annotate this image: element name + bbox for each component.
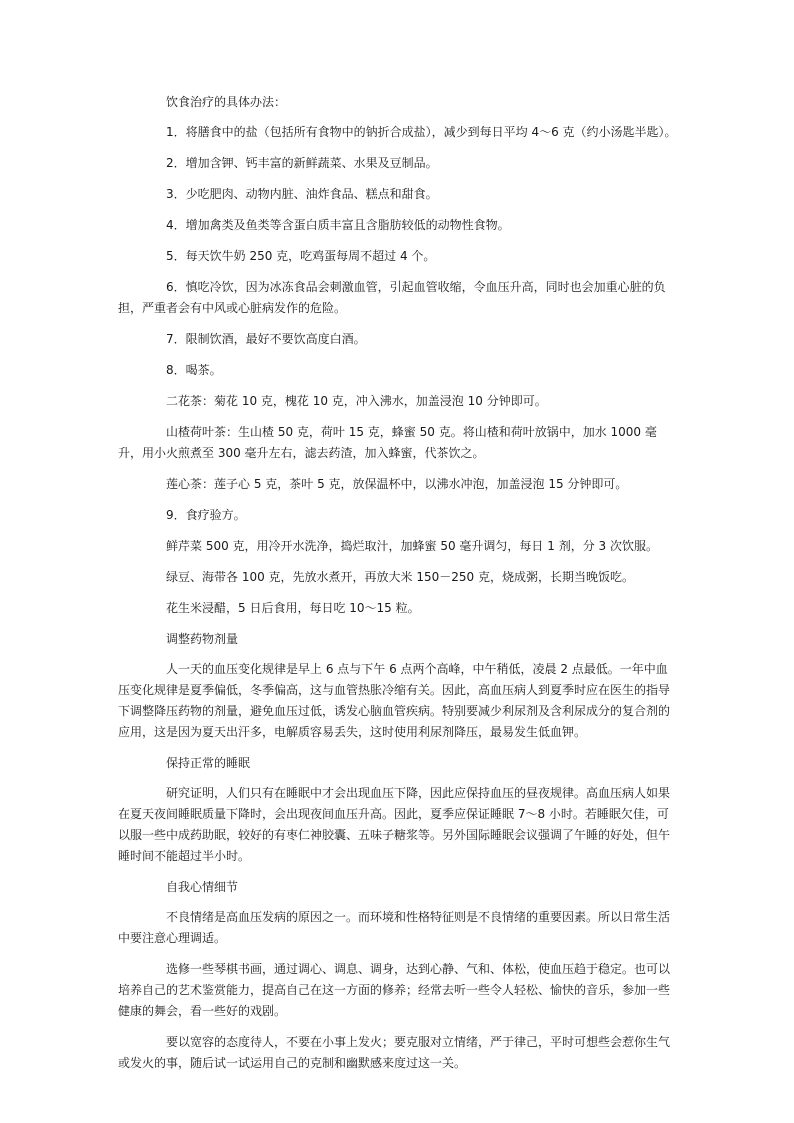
tea-recipe-lotus-heart: 莲心茶：莲子心 5 克，茶叶 5 克，放保温杯中，以沸水冲泡，加盖浸泡 15 分钟即可。: [166, 477, 628, 491]
tea-recipe-erhua: 二花茶：菊花 10 克，槐花 10 克，冲入沸水，加盖浸泡 10 分钟即可。: [166, 394, 547, 408]
remedy-peanut-vinegar: 花生米浸醋，5 日后食用，每日吃 10～15 粒。: [166, 601, 420, 615]
section-heading-mood: 自我心情细节: [166, 880, 239, 894]
diet-item-3: 3．少吃肥肉、动物内脏、油炸食品、糕点和甜食。: [166, 187, 438, 201]
document-body: [118, 92, 678, 1084]
section-heading-sleep: 保持正常的睡眠: [166, 756, 251, 770]
diet-item-2: 2．增加含钾、钙丰富的新鲜蔬菜、水果及豆制品。: [166, 156, 438, 170]
remedy-mung-bean-kelp: 绿豆、海带各 100 克，先放水煮开，再放大米 150－250 克，烧成粥，长期当晚饭吃。: [166, 570, 634, 584]
medication-paragraph: 人一天的血压变化规律是早上 6 点与下午 6 点两个高峰，中午稍低，凌晨 2 点最低。一年中血压变化规律是夏季偏低，冬季偏高，这与血管热胀冷缩有关。因此，高血压病人到夏季时应在医生的指导下调整降压药物的剂量，避免血压过低，诱发心脑血管疾病。特别要减少利尿剂及含利尿成分的复合剂的应用，这是因为夏天出汗多，电解质容易丢失，这时使用利尿剂降压，最易发生低血钾。: [118, 662, 671, 739]
diet-therapy-heading: 饮食治疗的具体办法：: [166, 95, 287, 109]
remedy-celery: 鲜芹菜 500 克，用冷开水洗净，捣烂取汁，加蜂蜜 50 毫升调匀，每日 1 剂，分 3 次饮服。: [166, 539, 658, 553]
diet-item-8: 8．喝茶。: [166, 363, 222, 377]
diet-item-7: 7．限制饮酒，最好不要饮高度白酒。: [166, 332, 366, 346]
diet-item-6: 6．慎吃冷饮，因为冰冻食品会刺激血管，引起血管收缩，令血压升高，同时也会加重心脏的负担，严重者会有中风或心脏病发作的危险。: [118, 280, 666, 315]
mood-paragraph-3: 要以宽容的态度待人，不要在小事上发火；要克服对立情绪，严于律己，平时可想些会惹你生气或发火的事，随后试一试运用自己的克制和幽默感来度过这一关。: [118, 1035, 671, 1070]
sleep-paragraph: 研究证明，人们只有在睡眠中才会出现血压下降，因此应保持血压的昼夜规律。高血压病人如果在夏天夜间睡眠质量下降时，会出现夜间血压升高。因此，夏季应保证睡眠 7～8 小时。若睡眠欠佳，可以服一些中成药助眠，较好的有枣仁神胶囊、五味子糖浆等。另外国际睡眠会议强调了午睡的好处，但午睡时间不能超过半小时。: [118, 786, 671, 863]
tea-recipe-hawthorn-lotus-leaf: 山楂荷叶茶：生山楂 50 克，荷叶 15 克，蜂蜜 50 克。将山楂和荷叶放锅中，加水 1000 毫升，用小火煎煮至 300 毫升左右，滤去药渣，加入蜂蜜，代茶饮之。: [118, 425, 657, 460]
mood-paragraph-2: 选修一些琴棋书画，通过调心、调息、调身，达到心静、气和、体松，使血压趋于稳定。也可以培养自己的艺术鉴赏能力，提高自己在这一方面的修养；经常去听一些令人轻松、愉快的音乐，参加一些健康的舞会，看一些好的戏剧。: [118, 962, 671, 1018]
diet-item-4: 4．增加禽类及鱼类等含蛋白质丰富且含脂肪较低的动物性食物。: [166, 218, 510, 232]
diet-item-9: 9．食疗验方。: [166, 508, 246, 522]
diet-item-5: 5．每天饮牛奶 250 克，吃鸡蛋每周不超过 4 个。: [166, 249, 436, 263]
diet-item-1: 1．将膳食中的盐（包括所有食物中的钠折合成盐），减少到每日平均 4～6 克（约小汤匙半匙）。: [166, 125, 677, 139]
mood-paragraph-1: 不良情绪是高血压发病的原因之一。而环境和性格特征则是不良情绪的重要因素。所以日常生活中要注意心理调适。: [118, 910, 671, 945]
section-heading-medication: 调整药物剂量: [166, 632, 239, 646]
